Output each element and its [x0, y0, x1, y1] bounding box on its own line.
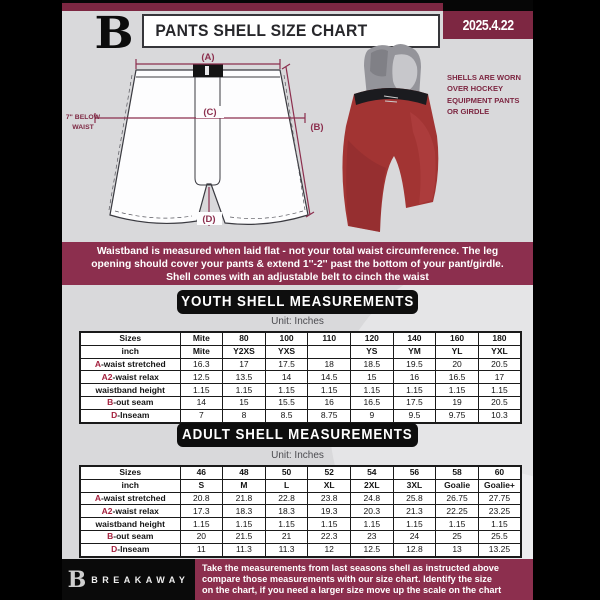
- belt-buckle-slot: [205, 66, 209, 75]
- table-cell: 1.15: [308, 518, 351, 531]
- table-cell: 1.15: [265, 384, 308, 397]
- table-cell: 15: [223, 396, 266, 409]
- row-label: Sizes: [80, 466, 180, 479]
- table-cell: 14.5: [308, 371, 351, 384]
- table-cell: 22.3: [308, 530, 351, 543]
- row-label: A2-waist relax: [80, 505, 180, 518]
- girdle-shadow: [370, 49, 388, 76]
- table-cell: 25: [436, 530, 479, 543]
- table-cell: 1.15: [265, 518, 308, 531]
- notice-banner: [62, 242, 533, 285]
- row-label-key: A2: [101, 505, 113, 516]
- table-row: [80, 479, 521, 492]
- table-cell: 140: [393, 332, 436, 345]
- row-label: Sizes: [80, 332, 180, 345]
- table-cell: 24.8: [351, 492, 394, 505]
- waist-note: [64, 113, 102, 133]
- table-cell: 58: [436, 466, 479, 479]
- table-cell: 13.25: [478, 543, 521, 556]
- table-cell: 20.8: [180, 492, 223, 505]
- footer-brand-block: [62, 559, 195, 600]
- text-line: Shell comes with an adjustable belt to cinch the waist: [166, 272, 429, 284]
- text-line: Waistband is measured when laid flat - not your total waist circumference. The leg: [96, 246, 499, 257]
- youth-unit-label: Unit: Inches: [271, 316, 324, 327]
- date-text: 2025.4.22: [462, 16, 514, 34]
- table-cell: 1.15: [436, 518, 479, 531]
- table-cell: 11.3: [223, 543, 266, 556]
- table-row: [80, 384, 521, 397]
- table-cell: 1.15: [478, 384, 521, 397]
- row-label-key: D: [111, 544, 118, 555]
- row-label: B-out seam: [80, 396, 180, 409]
- table-cell: 52: [308, 466, 351, 479]
- footer-logo-icon: B: [67, 566, 87, 593]
- table-cell: YXS: [265, 345, 308, 358]
- label-c: (C): [203, 107, 217, 118]
- table-cell: Goalie+: [478, 479, 521, 492]
- row-label: A-waist stretched: [80, 358, 180, 371]
- table-cell: 15.5: [265, 396, 308, 409]
- table-cell: 9.75: [436, 409, 479, 422]
- table-cell: 9: [351, 409, 394, 422]
- table-cell: 23: [351, 530, 394, 543]
- youth-section-header: [177, 290, 418, 314]
- table-cell: 14: [265, 371, 308, 384]
- table-row: [80, 371, 521, 384]
- table-cell: 17.5: [393, 396, 436, 409]
- table-cell: 25.8: [393, 492, 436, 505]
- table-cell: 20.5: [478, 358, 521, 371]
- text-line: opening should cover your pants & extend 1''-2'' past the bottom of your pant/girdle.: [91, 259, 504, 271]
- shorts-diagram: [70, 50, 340, 235]
- table-cell: Goalie: [436, 479, 479, 492]
- table-cell: 15: [351, 371, 394, 384]
- table-cell: 18.3: [265, 505, 308, 518]
- row-label: D-Inseam: [80, 409, 180, 422]
- table-cell: 8.5: [265, 409, 308, 422]
- breakaway-logo: B: [94, 8, 134, 59]
- row-label: A-waist stretched: [80, 492, 180, 505]
- table-cell: XL: [308, 479, 351, 492]
- row-label: B-out seam: [80, 530, 180, 543]
- table-row: [80, 505, 521, 518]
- table-cell: [308, 345, 351, 358]
- table-cell: 20.3: [351, 505, 394, 518]
- table-row: [80, 396, 521, 409]
- adult-size-table: [79, 465, 522, 558]
- text-line: on the chart, if you need a larger size move up the scale on the chart: [202, 585, 502, 595]
- table-cell: 13: [436, 543, 479, 556]
- table-row: [80, 492, 521, 505]
- label-b: (B): [310, 122, 324, 133]
- table-cell: 50: [265, 466, 308, 479]
- table-cell: 9.5: [393, 409, 436, 422]
- table-cell: 16.5: [436, 371, 479, 384]
- table-cell: 18.5: [351, 358, 394, 371]
- table-cell: 1.15: [436, 384, 479, 397]
- table-cell: S: [180, 479, 223, 492]
- table-cell: 21.3: [393, 505, 436, 518]
- table-cell: YM: [393, 345, 436, 358]
- adult-section-title: ADULT SHELL MEASUREMENTS: [182, 427, 413, 443]
- label-a: (A): [201, 52, 215, 63]
- table-cell: 12.5: [180, 371, 223, 384]
- table-cell: 23.25: [478, 505, 521, 518]
- table-cell: 22.8: [265, 492, 308, 505]
- table-cell: 3XL: [393, 479, 436, 492]
- page-title-text: PANTS SHELL SIZE CHART: [155, 21, 368, 40]
- waist-note-line: WAIST: [72, 123, 94, 131]
- table-cell: 1.15: [308, 384, 351, 397]
- adult-section-header: [177, 423, 418, 447]
- table-cell: Mite: [180, 332, 223, 345]
- document: [62, 0, 533, 600]
- table-cell: M: [223, 479, 266, 492]
- table-row: [80, 409, 521, 422]
- table-cell: 19: [436, 396, 479, 409]
- table-cell: YS: [351, 345, 394, 358]
- table-cell: 1.15: [393, 384, 436, 397]
- table-cell: 23.8: [308, 492, 351, 505]
- table-cell: 1.15: [393, 518, 436, 531]
- table-cell: 26.75: [436, 492, 479, 505]
- adult-unit-label: Unit: Inches: [271, 450, 324, 461]
- table-cell: 19.5: [393, 358, 436, 371]
- table-cell: 19.3: [308, 505, 351, 518]
- table-cell: 1.15: [223, 518, 266, 531]
- table-cell: 180: [478, 332, 521, 345]
- table-cell: 1.15: [180, 384, 223, 397]
- table-cell: Y2XS: [223, 345, 266, 358]
- row-label-key: B: [107, 531, 114, 542]
- text-line: Take the measurements from last seasons shell as instructed above: [202, 563, 500, 573]
- youth-size-table: [79, 331, 522, 424]
- table-cell: 48: [223, 466, 266, 479]
- table-cell: 8: [223, 409, 266, 422]
- table-cell: 110: [308, 332, 351, 345]
- photo-note: SHELLS ARE WORN OVER HOCKEY EQUIPMENT PANTS OR GIRDLE: [447, 73, 521, 117]
- row-label-key: B: [107, 397, 114, 408]
- label-d: (D): [202, 214, 216, 225]
- table-cell: 18.3: [223, 505, 266, 518]
- table-cell: 56: [393, 466, 436, 479]
- table-cell: 27.75: [478, 492, 521, 505]
- table-cell: 13.5: [223, 371, 266, 384]
- date-badge: [443, 11, 533, 39]
- table-cell: 1.15: [351, 518, 394, 531]
- table-cell: 16: [308, 396, 351, 409]
- table-cell: 18: [308, 358, 351, 371]
- table-cell: 17.3: [180, 505, 223, 518]
- table-row: [80, 518, 521, 531]
- table-row: [80, 543, 521, 556]
- footer-brand-name: BREAKAWAY: [91, 574, 190, 585]
- waist-note-line: 7" BELOW: [65, 114, 101, 121]
- table-cell: YXL: [478, 345, 521, 358]
- table-cell: 2XL: [351, 479, 394, 492]
- table-cell: 60: [478, 466, 521, 479]
- text-line: compare those measurements with our size chart. Identify the size: [202, 574, 492, 584]
- table-cell: 24: [393, 530, 436, 543]
- table-cell: 21.5: [223, 530, 266, 543]
- table-cell: 12: [308, 543, 351, 556]
- table-cell: 100: [265, 332, 308, 345]
- row-label-key: D: [111, 410, 118, 421]
- table-cell: 16.3: [180, 358, 223, 371]
- youth-section-title: YOUTH SHELL MEASUREMENTS: [180, 294, 415, 310]
- row-label: waistband height: [80, 518, 180, 531]
- table-cell: 1.15: [478, 518, 521, 531]
- row-label-key: A: [94, 493, 101, 504]
- table-cell: 54: [351, 466, 394, 479]
- table-cell: 11.3: [265, 543, 308, 556]
- table-cell: 17: [223, 358, 266, 371]
- table-row: [80, 530, 521, 543]
- table-cell: Mite: [180, 345, 223, 358]
- table-cell: 10.3: [478, 409, 521, 422]
- table-cell: 120: [351, 332, 394, 345]
- footer-note: [195, 559, 533, 600]
- table-cell: 17.5: [265, 358, 308, 371]
- table-cell: 80: [223, 332, 266, 345]
- table-cell: 1.15: [223, 384, 266, 397]
- table-cell: 21: [265, 530, 308, 543]
- table-cell: 25.5: [478, 530, 521, 543]
- table-cell: 22.25: [436, 505, 479, 518]
- table-cell: 17: [478, 371, 521, 384]
- table-cell: 7: [180, 409, 223, 422]
- table-cell: 14: [180, 396, 223, 409]
- table-cell: 16: [393, 371, 436, 384]
- table-cell: 1.15: [351, 384, 394, 397]
- row-label-key: A2: [101, 371, 113, 382]
- table-row: [80, 332, 521, 345]
- table-cell: L: [265, 479, 308, 492]
- row-label: waistband height: [80, 384, 180, 397]
- table-cell: 46: [180, 466, 223, 479]
- table-cell: 20.5: [478, 396, 521, 409]
- table-cell: 160: [436, 332, 479, 345]
- table-cell: 20: [436, 358, 479, 371]
- table-cell: 21.8: [223, 492, 266, 505]
- row-label: A2-waist relax: [80, 371, 180, 384]
- row-label: inch: [80, 479, 180, 492]
- table-cell: YL: [436, 345, 479, 358]
- table-cell: 1.15: [180, 518, 223, 531]
- row-label-key: A: [94, 359, 101, 370]
- table-cell: 12.5: [351, 543, 394, 556]
- shell-photo: [338, 40, 450, 238]
- table-cell: 16.5: [351, 396, 394, 409]
- row-label: D-Inseam: [80, 543, 180, 556]
- table-cell: 8.75: [308, 409, 351, 422]
- table-row: [80, 345, 521, 358]
- row-label: inch: [80, 345, 180, 358]
- table-row: [80, 466, 521, 479]
- table-cell: 20: [180, 530, 223, 543]
- table-cell: 12.8: [393, 543, 436, 556]
- table-row: [80, 358, 521, 371]
- table-cell: 11: [180, 543, 223, 556]
